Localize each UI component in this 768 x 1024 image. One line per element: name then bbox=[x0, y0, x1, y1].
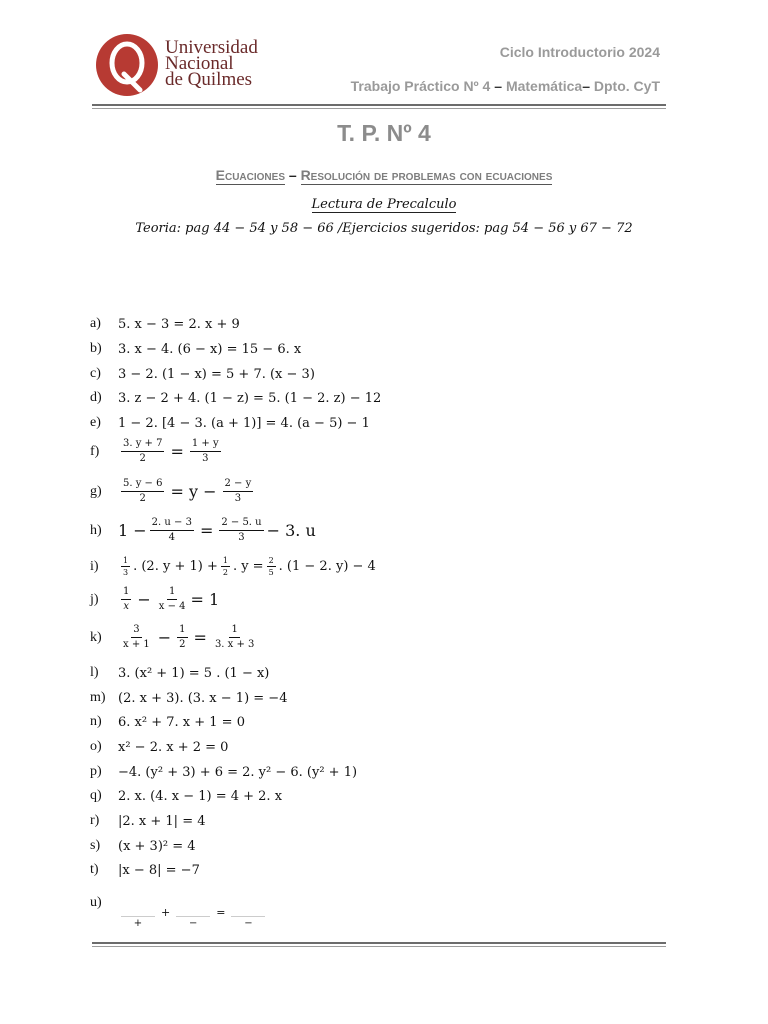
exercise-r: r) |2. x + 1| = 4 bbox=[90, 813, 206, 829]
exercise-k: k) $\frac{3}{x + 1}$ − $\frac{1}{2}$ = $\frac{1}{3. x + 3}$ bbox=[90, 624, 255, 650]
exercise-a: a) 5. x − 3 = 2. x + 9 bbox=[90, 316, 240, 332]
exercise-j: j) $\frac{1}{x}$ − $\frac{1}{x - 4}$ = 1 bbox=[90, 586, 220, 612]
page-title: T. P. Nº 4 bbox=[337, 120, 431, 146]
exercise-t: t) |x − 8| = −7 bbox=[90, 862, 200, 878]
exercise-m: m) (2. x + 3). (3. x − 1) = −4 bbox=[90, 690, 288, 706]
exercise-l: l) 3. (x² + 1) = 5 . (1 − x) bbox=[90, 665, 270, 681]
footer-rule-thin bbox=[92, 946, 666, 947]
exercise-e: e) 1 − 2. [4 − 3. (a + 1)] = 4. (a − 5) − 1 bbox=[90, 415, 370, 431]
exercise-g: g) $\frac{5. y - 6}{2}$ = y − $\frac{2 - y}{3}$ bbox=[90, 478, 252, 504]
university-name: Universidad Nacional de Quilmes bbox=[165, 37, 258, 90]
reading-reference: Lectura de Precalculo bbox=[311, 197, 457, 212]
exercise-o: o) x² − 2. x + 2 = 0 bbox=[90, 739, 229, 755]
exercise-i: i) $\frac{1}{3}$ . (2. y + 1) + $\frac{1}{2}$ . y = $\frac{2}{5}$ . (1 − 2. y) − 4 bbox=[90, 556, 376, 577]
university-logo-icon bbox=[96, 34, 158, 96]
practice-header: Trabajo Práctico Nº 4 – Matemática– Dpto. CyT bbox=[350, 78, 660, 94]
exercise-c: c) 3 − 2. (1 − x) = 5 + 7. (x − 3) bbox=[90, 366, 315, 382]
exercise-f: f) $\frac{3. y + 7}{2}$ = $\frac{1 + y}{3}$ bbox=[90, 438, 219, 464]
footer-rule bbox=[92, 942, 666, 944]
exercise-u: u) + + − = − bbox=[90, 895, 268, 930]
page-references: Teoria: pag 44 − 54 y 58 − 66 /Ejercicios sugeridos: pag 54 − 56 y 67 − 72 bbox=[135, 221, 633, 236]
exercise-n: n) 6. x² + 7. x + 1 = 0 bbox=[90, 714, 245, 730]
exercise-b: b) 3. x − 4. (6 − x) = 15 − 6. x bbox=[90, 341, 302, 357]
page-subtitle: Ecuaciones – Resolución de problemas con ecuaciones bbox=[215, 167, 553, 183]
header-rule-thin bbox=[92, 108, 666, 109]
exercise-h: h) 1 − $\frac{2. u - 3}{4}$ = $\frac{2 - 5. u}{3}$ − 3. u bbox=[90, 517, 316, 543]
header-rule bbox=[92, 104, 666, 106]
exercise-p: p) −4. (y² + 3) + 6 = 2. y² − 6. (y² + 1) bbox=[90, 764, 358, 780]
course-label: Ciclo Introductorio 2024 bbox=[499, 44, 660, 60]
exercise-s: s) (x + 3)² = 4 bbox=[90, 838, 196, 854]
exercise-q: q) 2. x. (4. x − 1) = 4 + 2. x bbox=[90, 788, 283, 804]
exercise-d: d) 3. z − 2 + 4. (1 − z) = 5. (1 − 2. z) − 12 bbox=[90, 390, 382, 406]
